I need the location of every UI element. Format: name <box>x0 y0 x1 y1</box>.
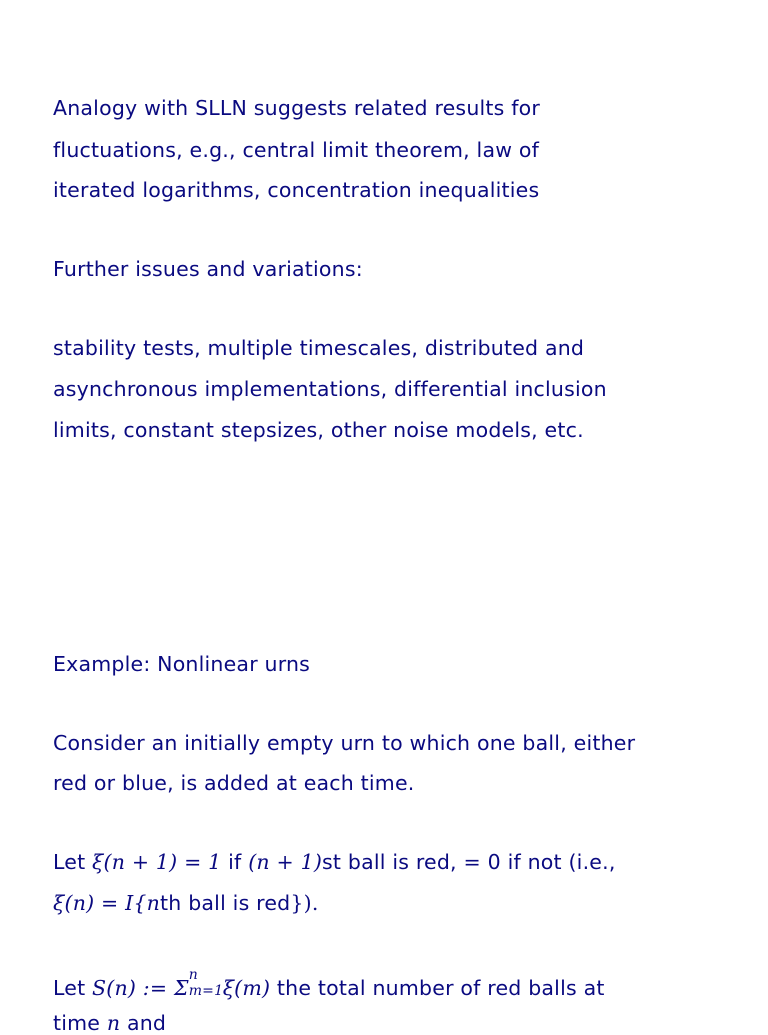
math-expression: (n + 1) <box>248 850 323 874</box>
paragraph-line: fluctuations, e.g., central limit theorem, law of <box>53 138 540 162</box>
math-expression: }). <box>290 891 319 915</box>
definition-line <box>53 1011 166 1035</box>
text-fragment: Let <box>53 850 93 874</box>
paragraph-line: iterated logarithms, concentration inequalities <box>53 178 540 202</box>
math-expression: ξ(m) <box>222 976 271 1000</box>
sum-lower-limit: m=1 <box>188 983 224 999</box>
paragraph-line: stability tests, multiple timescales, distributed and <box>53 336 585 360</box>
sum-upper-limit: n <box>188 967 198 983</box>
math-expression: ξ(n) = I{n <box>53 891 161 915</box>
math-expression: S(n) := Σ <box>92 976 189 1000</box>
paragraph-line: limits, constant stepsizes, other noise models, etc. <box>53 418 584 442</box>
sum-limits <box>188 967 224 999</box>
text-fragment: st ball is red, <box>322 850 464 874</box>
math-expression: n <box>106 1011 121 1035</box>
definition-line <box>53 850 616 874</box>
text-fragment: th ball is red <box>160 891 291 915</box>
text-fragment: time <box>53 1011 107 1035</box>
text-fragment: Let <box>53 976 93 1000</box>
math-expression: = <box>463 850 481 874</box>
text-fragment: if <box>221 850 249 874</box>
paragraph-line: Consider an initially empty urn to which one ball, either <box>53 731 636 755</box>
text-fragment: 0 if not (i.e., <box>480 850 616 874</box>
slide-title: Example: Nonlinear urns <box>53 652 311 676</box>
definition-line <box>53 967 605 1000</box>
paragraph-line: Analogy with SLLN suggests related results for <box>53 96 541 120</box>
text-fragment: and <box>120 1011 167 1035</box>
math-expression: ξ(n + 1) = 1 <box>92 850 222 874</box>
paragraph-line: asynchronous implementations, differential inclusion <box>53 377 607 401</box>
text-fragment: the total number of red balls at <box>270 976 605 1000</box>
definition-line <box>53 891 319 915</box>
section-heading: Further issues and variations: <box>53 257 363 281</box>
paragraph-line: red or blue, is added at each time. <box>53 771 415 795</box>
